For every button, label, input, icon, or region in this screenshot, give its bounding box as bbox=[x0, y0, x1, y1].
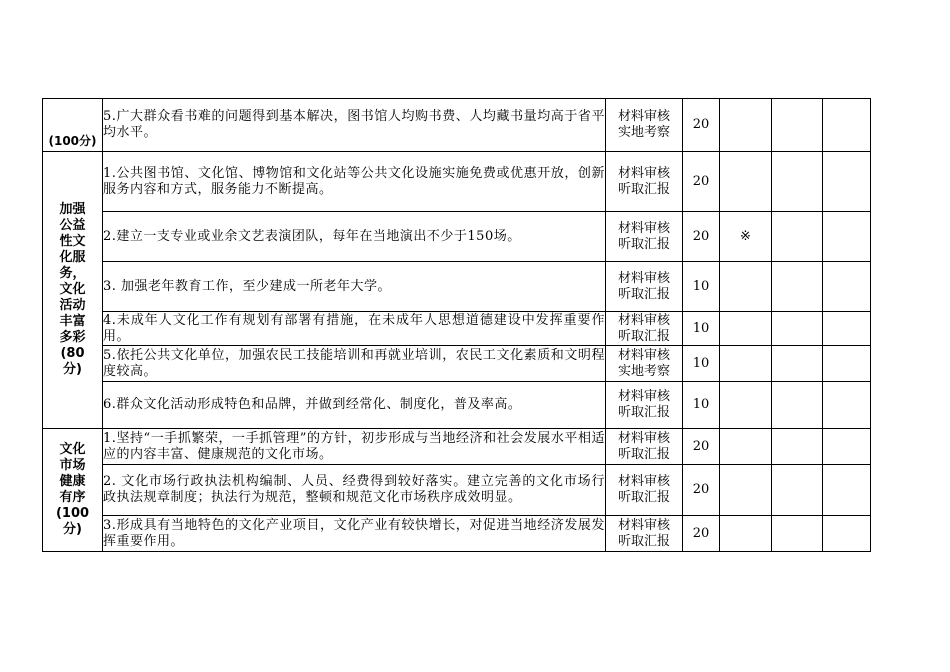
mark-cell bbox=[720, 312, 772, 346]
empty-cell bbox=[823, 465, 871, 516]
empty-cell bbox=[823, 152, 871, 212]
mark-cell bbox=[720, 429, 772, 465]
mark-cell bbox=[720, 465, 772, 516]
table-row bbox=[43, 382, 871, 429]
table-row bbox=[43, 262, 871, 312]
mark-cell bbox=[720, 152, 772, 212]
table-row bbox=[43, 312, 871, 346]
table-row bbox=[43, 346, 871, 382]
empty-cell bbox=[823, 516, 871, 552]
mark-cell bbox=[720, 99, 772, 152]
score-cell: 10 bbox=[683, 346, 720, 382]
item-text: 4.未成年人文化工作有规划有部署有措施，在未成年人思想道德建设中发挥重要作用。 bbox=[103, 312, 605, 344]
empty-cell bbox=[772, 152, 823, 212]
check-method: 材料审核 听取汇报 bbox=[606, 152, 683, 212]
item-text: 3.形成具有当地特色的文化产业项目，文化产业有较快增长，对促进当地经济发展发挥重要作用。 bbox=[103, 516, 606, 552]
check-method: 材料审核 实地考察 bbox=[606, 346, 683, 382]
score-cell: 10 bbox=[683, 262, 720, 312]
empty-cell bbox=[772, 312, 823, 346]
empty-cell bbox=[772, 516, 823, 552]
mark-cell bbox=[720, 262, 772, 312]
score-cell: 20 bbox=[683, 465, 720, 516]
empty-cell bbox=[772, 465, 823, 516]
check-method: 材料审核 听取汇报 bbox=[606, 516, 683, 552]
empty-cell bbox=[823, 99, 871, 152]
mark-cell bbox=[720, 382, 772, 429]
table-row bbox=[43, 152, 871, 212]
empty-cell bbox=[823, 312, 871, 346]
score-cell: 10 bbox=[683, 312, 720, 346]
category-cell: (100分) bbox=[43, 99, 103, 152]
table-row bbox=[43, 429, 871, 465]
score-cell: 20 bbox=[683, 516, 720, 552]
table-row bbox=[43, 516, 871, 552]
check-method: 材料审核 听取汇报 bbox=[606, 465, 683, 516]
table-row bbox=[43, 465, 871, 516]
mark-cell bbox=[720, 346, 772, 382]
item-text: 2. 文化市场行政执法机构编制、人员、经费得到较好落实。建立完善的文化市场行政执法规章制度；执法行为规范，整顿和规范文化市场秩序成效明显。 bbox=[103, 465, 606, 516]
empty-cell bbox=[772, 346, 823, 382]
check-method: 材料审核 听取汇报 bbox=[606, 382, 683, 429]
empty-cell bbox=[823, 212, 871, 262]
evaluation-table bbox=[42, 98, 871, 552]
item-text: 2.建立一支专业或业余文艺表演团队，每年在当地演出不少于150场。 bbox=[103, 212, 606, 262]
check-method: 材料审核 听取汇报 bbox=[606, 312, 683, 346]
score-cell: 20 bbox=[683, 99, 720, 152]
category-cell: 文化市场健康有序(100分) bbox=[43, 429, 103, 552]
score-cell: 20 bbox=[683, 152, 720, 212]
score-cell: 20 bbox=[683, 429, 720, 465]
score-cell: 20 bbox=[683, 212, 720, 262]
category-cell: 加强公益性文化服务，文化活动丰富多彩(80分) bbox=[43, 152, 103, 429]
check-method: 材料审核 听取汇报 bbox=[606, 429, 683, 465]
check-method: 材料审核 实地考察 bbox=[606, 99, 683, 152]
check-method: 材料审核 听取汇报 bbox=[606, 262, 683, 312]
table-row bbox=[43, 212, 871, 262]
empty-cell bbox=[772, 429, 823, 465]
item-text: 5.依托公共文化单位，加强农民工技能培训和再就业培训，农民工文化素质和文明程度较高。 bbox=[103, 346, 606, 382]
item-text: 5.广大群众看书难的问题得到基本解决，图书馆人均购书费、人均藏书量均高于省平均水平。 bbox=[103, 99, 606, 152]
empty-cell bbox=[823, 382, 871, 429]
empty-cell bbox=[823, 262, 871, 312]
mark-cell bbox=[720, 516, 772, 552]
item-text: 1.坚持“一手抓繁荣，一手抓管理”的方针，初步形成与当地经济和社会发展水平相适应的内容丰富、健康规范的文化市场。 bbox=[103, 429, 606, 465]
table-row bbox=[43, 99, 871, 152]
item-text: 6.群众文化活动形成特色和品牌，并做到经常化、制度化，普及率高。 bbox=[103, 382, 606, 429]
note-mark: ※ bbox=[720, 212, 772, 262]
empty-cell bbox=[772, 99, 823, 152]
item-text: 1.公共图书馆、文化馆、博物馆和文化站等公共文化设施实施免费或优惠开放，创新服务内容和方式，服务能力不断提高。 bbox=[103, 152, 606, 212]
item-text: 3. 加强老年教育工作，至少建成一所老年大学。 bbox=[103, 262, 606, 312]
check-method: 材料审核 听取汇报 bbox=[606, 212, 683, 262]
empty-cell bbox=[772, 262, 823, 312]
empty-cell bbox=[772, 212, 823, 262]
empty-cell bbox=[772, 382, 823, 429]
empty-cell bbox=[823, 346, 871, 382]
score-cell: 10 bbox=[683, 382, 720, 429]
empty-cell bbox=[823, 429, 871, 465]
